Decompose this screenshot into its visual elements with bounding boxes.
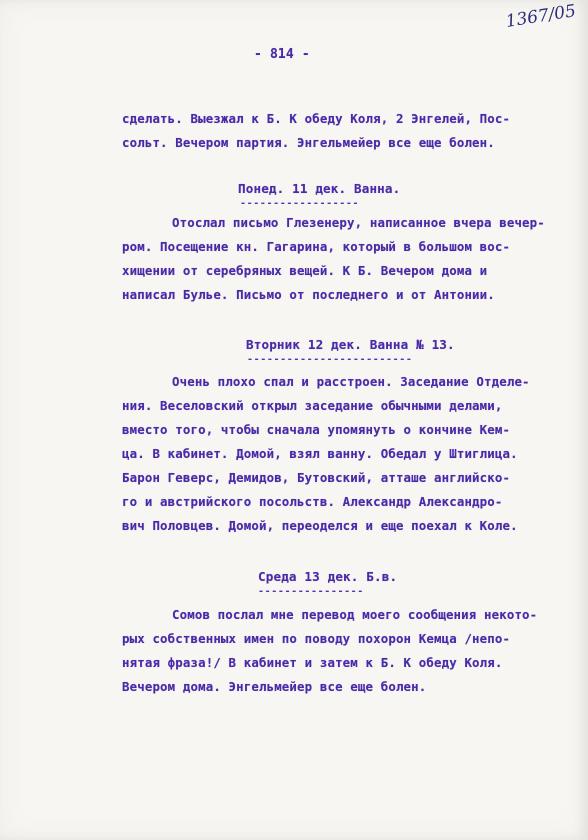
- heading-underline: -------------------------: [247, 354, 413, 365]
- diary-entry-heading: Понед. 11 дек. Ванна.: [238, 181, 401, 196]
- text-line: Сомов послал мне перевод моего сообщения некото-: [172, 607, 538, 622]
- diary-entry-heading: Среда 13 дек. Б.в.: [258, 569, 398, 584]
- text-line: Отослал письмо Глезенеру, написанное вчера вечер-: [172, 215, 545, 230]
- text-line: рых собственных имен по поводу похорон Кемца /непо-: [122, 631, 511, 646]
- text-line: ния. Веселовский открыл заседание обычными делами,: [122, 398, 503, 413]
- heading-underline: ----------------: [258, 586, 364, 597]
- text-line: Вечером дома. Энгельмейер все еще болен.: [122, 679, 427, 694]
- text-line: вместо того, чтобы сначала упомянуть о кончине Кем-: [122, 422, 511, 437]
- text-line: ром. Посещение кн. Гагарина, который в большом вос-: [122, 239, 511, 254]
- diary-entry-heading: Вторник 12 дек. Ванна № 13.: [246, 337, 455, 352]
- text-line: го и австрийского посольств. Александр Александро-: [122, 494, 503, 509]
- text-line: нятая фраза!/ В кабинет и затем к Б. К обеду Коля.: [122, 655, 503, 670]
- text-line: Барон Геверс, Демидов, Бутовский, атташе английско-: [122, 470, 511, 485]
- text-line: написал Булье. Письмо от последнего и от Антонии.: [122, 287, 495, 302]
- text-line: вич Половцев. Домой, переоделся и еще поехал к Коле.: [122, 518, 518, 533]
- heading-underline: ------------------: [240, 198, 360, 209]
- text-line: сделать. Выезжал к Б. К обеду Коля, 2 Энгелей, Пос-: [122, 111, 511, 126]
- archive-number-handwritten: 1367/05: [504, 1, 578, 32]
- text-line: сольт. Вечером партия. Энгельмейер все еще болен.: [122, 135, 495, 150]
- text-line: ца. В кабинет. Домой, взял ванну. Обедал у Штиглица.: [122, 446, 518, 461]
- text-line: Очень плохо спал и расстроен. Заседание Отделе-: [172, 374, 530, 389]
- text-line: хищении от серебряных вещей. К Б. Вечером дома и: [122, 263, 488, 278]
- page-number: - 814 -: [254, 47, 310, 62]
